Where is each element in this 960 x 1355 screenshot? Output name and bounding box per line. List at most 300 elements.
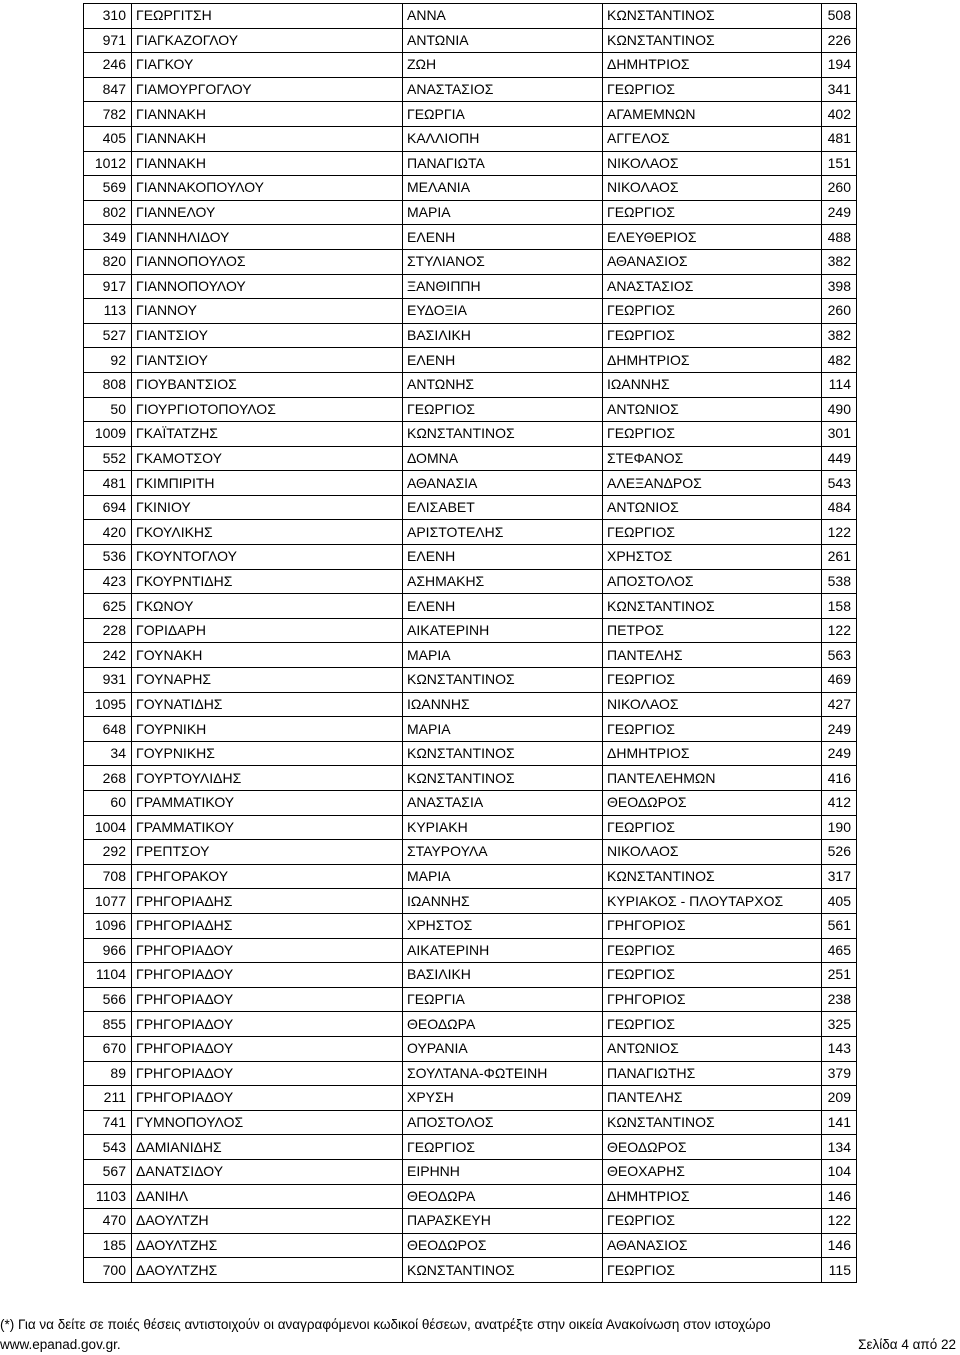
surname-cell: ΓΚΩΝΟΥ: [132, 594, 403, 619]
score-cell: 317: [822, 864, 857, 889]
table-row: [84, 323, 857, 348]
first-name-cell: ΓΕΩΡΓΙΑ: [403, 102, 603, 127]
table-row: [84, 471, 857, 496]
first-name-cell: ΙΩΑΝΝΗΣ: [403, 692, 603, 717]
score-cell: 226: [822, 28, 857, 53]
first-name-cell: ΣΟΥΛΤΑΝΑ-ΦΩΤΕΙΝΗ: [403, 1061, 603, 1086]
father-name-cell: ΑΓΓΕΛΟΣ: [603, 126, 822, 151]
father-name-cell: ΓΕΩΡΓΙΟΣ: [603, 1258, 822, 1283]
table-row: [84, 717, 857, 742]
score-cell: 158: [822, 594, 857, 619]
surname-cell: ΓΙΟΥΡΓΙΟΤΟΠΟΥΛΟΣ: [132, 397, 403, 422]
table-row: [84, 126, 857, 151]
position-code-cell: 1095: [84, 692, 132, 717]
position-code-cell: 527: [84, 323, 132, 348]
table-row: [84, 200, 857, 225]
father-name-cell: ΑΝΑΣΤΑΣΙΟΣ: [603, 274, 822, 299]
score-cell: 563: [822, 643, 857, 668]
score-cell: 416: [822, 766, 857, 791]
table-row: [84, 1258, 857, 1283]
surname-cell: ΓΚΙΜΠΙΡΙΤΗ: [132, 471, 403, 496]
first-name-cell: ΑΡΙΣΤΟΤΕΛΗΣ: [403, 520, 603, 545]
table-row: [84, 864, 857, 889]
surname-cell: ΓΡΗΓΟΡΙΑΔΟΥ: [132, 1086, 403, 1111]
score-cell: 526: [822, 840, 857, 865]
surname-cell: ΓΙΑΝΝΗΛΙΔΟΥ: [132, 225, 403, 250]
table-row: [84, 594, 857, 619]
father-name-cell: ΑΘΑΝΑΣΙΟΣ: [603, 1233, 822, 1258]
score-cell: 449: [822, 446, 857, 471]
score-cell: 405: [822, 889, 857, 914]
surname-cell: ΓΚΙΝΙΟΥ: [132, 495, 403, 520]
position-code-cell: 741: [84, 1110, 132, 1135]
first-name-cell: ΚΩΝΣΤΑΝΤΙΝΟΣ: [403, 1258, 603, 1283]
position-code-cell: 211: [84, 1086, 132, 1111]
surname-cell: ΓΚΟΥΡΝΤΙΔΗΣ: [132, 569, 403, 594]
surname-cell: ΓΡΗΓΟΡΙΑΔΟΥ: [132, 1012, 403, 1037]
father-name-cell: ΔΗΜΗΤΡΙΟΣ: [603, 1184, 822, 1209]
father-name-cell: ΚΩΝΣΤΑΝΤΙΝΟΣ: [603, 4, 822, 29]
score-cell: 146: [822, 1233, 857, 1258]
table-row: [84, 176, 857, 201]
table-row: [84, 1086, 857, 1111]
surname-cell: ΔΑΝΑΤΣΙΔΟΥ: [132, 1159, 403, 1184]
first-name-cell: ΣΤΥΛΙΑΝΟΣ: [403, 249, 603, 274]
father-name-cell: ΑΠΟΣΤΟΛΟΣ: [603, 569, 822, 594]
first-name-cell: ΚΩΝΣΤΑΝΤΙΝΟΣ: [403, 766, 603, 791]
surname-cell: ΓΡΗΓΟΡΙΑΔΟΥ: [132, 938, 403, 963]
first-name-cell: ΒΑΣΙΛΙΚΗ: [403, 963, 603, 988]
position-code-cell: 566: [84, 987, 132, 1012]
father-name-cell: ΙΩΑΝΝΗΣ: [603, 372, 822, 397]
first-name-cell: ΠΑΡΑΣΚΕΥΗ: [403, 1209, 603, 1234]
footer-note: (*) Για να δείτε σε ποιές θέσεις αντιστοιχούν οι αναγραφόμενοι κωδικοί θέσεων, ανατρέξτε στην οικεία Ανακοίνωση στον ιστοχώρο: [0, 1317, 771, 1332]
position-code-cell: 228: [84, 618, 132, 643]
father-name-cell: ΑΛΕΞΑΝΔΡΟΣ: [603, 471, 822, 496]
position-code-cell: 1096: [84, 913, 132, 938]
father-name-cell: ΔΗΜΗΤΡΙΟΣ: [603, 348, 822, 373]
father-name-cell: ΓΕΩΡΓΙΟΣ: [603, 1012, 822, 1037]
table-row: [84, 372, 857, 397]
score-cell: 190: [822, 815, 857, 840]
position-code-cell: 543: [84, 1135, 132, 1160]
surname-cell: ΓΙΟΥΒΑΝΤΣΙΟΣ: [132, 372, 403, 397]
position-code-cell: 481: [84, 471, 132, 496]
father-name-cell: ΠΑΝΤΕΛΗΣ: [603, 643, 822, 668]
father-name-cell: ΔΗΜΗΤΡΙΟΣ: [603, 53, 822, 78]
score-cell: 260: [822, 176, 857, 201]
surname-cell: ΓΙΑΝΝΑΚΗ: [132, 151, 403, 176]
table-row: [84, 668, 857, 693]
position-code-cell: 567: [84, 1159, 132, 1184]
father-name-cell: ΚΩΝΣΤΑΝΤΙΝΟΣ: [603, 1110, 822, 1135]
table-row: [84, 1209, 857, 1234]
father-name-cell: ΧΡΗΣΤΟΣ: [603, 545, 822, 570]
first-name-cell: ΕΛΕΝΗ: [403, 545, 603, 570]
position-code-cell: 405: [84, 126, 132, 151]
position-code-cell: 1104: [84, 963, 132, 988]
table-row: [84, 249, 857, 274]
surname-cell: ΓΡΗΓΟΡΙΑΔΗΣ: [132, 913, 403, 938]
first-name-cell: ΕΛΕΝΗ: [403, 348, 603, 373]
table-body: [84, 4, 857, 1283]
father-name-cell: ΚΥΡΙΑΚΟΣ - ΠΛΟΥΤΑΡΧΟΣ: [603, 889, 822, 914]
score-cell: 260: [822, 299, 857, 324]
position-code-cell: 1103: [84, 1184, 132, 1209]
first-name-cell: ΜΑΡΙΑ: [403, 717, 603, 742]
score-cell: 261: [822, 545, 857, 570]
table-row: [84, 963, 857, 988]
score-cell: 325: [822, 1012, 857, 1037]
position-code-cell: 423: [84, 569, 132, 594]
surname-cell: ΔΑΜΙΑΝΙΔΗΣ: [132, 1135, 403, 1160]
position-code-cell: 292: [84, 840, 132, 865]
father-name-cell: ΔΗΜΗΤΡΙΟΣ: [603, 741, 822, 766]
first-name-cell: ΓΕΩΡΓΙΟΣ: [403, 397, 603, 422]
position-code-cell: 808: [84, 372, 132, 397]
father-name-cell: ΠΑΝΤΕΛΗΣ: [603, 1086, 822, 1111]
score-cell: 382: [822, 323, 857, 348]
table-row: [84, 151, 857, 176]
first-name-cell: ΕΥΔΟΞΙΑ: [403, 299, 603, 324]
table-row: [84, 225, 857, 250]
score-cell: 249: [822, 200, 857, 225]
score-cell: 249: [822, 741, 857, 766]
surname-cell: ΓΡΗΓΟΡΑΚΟΥ: [132, 864, 403, 889]
first-name-cell: ΑΘΑΝΑΣΙΑ: [403, 471, 603, 496]
surname-cell: ΓΡΗΓΟΡΙΑΔΟΥ: [132, 963, 403, 988]
position-code-cell: 536: [84, 545, 132, 570]
position-code-cell: 648: [84, 717, 132, 742]
score-cell: 341: [822, 77, 857, 102]
surname-cell: ΓΥΜΝΟΠΟΥΛΟΣ: [132, 1110, 403, 1135]
father-name-cell: ΓΕΩΡΓΙΟΣ: [603, 323, 822, 348]
score-cell: 469: [822, 668, 857, 693]
position-code-cell: 670: [84, 1036, 132, 1061]
first-name-cell: ΑΝΑΣΤΑΣΙΑ: [403, 791, 603, 816]
position-code-cell: 569: [84, 176, 132, 201]
surname-cell: ΓΙΑΝΝΟΠΟΥΛΟΣ: [132, 249, 403, 274]
father-name-cell: ΚΩΝΣΤΑΝΤΙΝΟΣ: [603, 28, 822, 53]
position-code-cell: 966: [84, 938, 132, 963]
first-name-cell: ΑΠΟΣΤΟΛΟΣ: [403, 1110, 603, 1135]
position-code-cell: 971: [84, 28, 132, 53]
father-name-cell: ΓΕΩΡΓΙΟΣ: [603, 77, 822, 102]
surname-cell: ΓΙΑΝΤΣΙΟΥ: [132, 348, 403, 373]
surname-cell: ΓΙΑΝΝΑΚΗ: [132, 126, 403, 151]
table-row: [84, 569, 857, 594]
table-row: [84, 1061, 857, 1086]
surname-cell: ΓΡΑΜΜΑΤΙΚΟΥ: [132, 791, 403, 816]
score-cell: 141: [822, 1110, 857, 1135]
surname-cell: ΓΙΑΓΚΟΥ: [132, 53, 403, 78]
father-name-cell: ΓΕΩΡΓΙΟΣ: [603, 299, 822, 324]
score-cell: 427: [822, 692, 857, 717]
table-row: [84, 791, 857, 816]
first-name-cell: ΧΡΥΣΗ: [403, 1086, 603, 1111]
surname-cell: ΓΙΑΝΤΣΙΟΥ: [132, 323, 403, 348]
first-name-cell: ΑΙΚΑΤΕΡΙΝΗ: [403, 618, 603, 643]
score-cell: 194: [822, 53, 857, 78]
position-code-cell: 552: [84, 446, 132, 471]
position-code-cell: 246: [84, 53, 132, 78]
surname-cell: ΓΙΑΝΝΟΥ: [132, 299, 403, 324]
score-cell: 115: [822, 1258, 857, 1283]
first-name-cell: ΚΩΝΣΤΑΝΤΙΝΟΣ: [403, 668, 603, 693]
father-name-cell: ΑΘΑΝΑΣΙΟΣ: [603, 249, 822, 274]
surname-cell: ΓΡΕΠΤΣΟΥ: [132, 840, 403, 865]
table-row: [84, 77, 857, 102]
table-row: [84, 4, 857, 29]
table-row: [84, 840, 857, 865]
father-name-cell: ΓΕΩΡΓΙΟΣ: [603, 717, 822, 742]
father-name-cell: ΓΕΩΡΓΙΟΣ: [603, 200, 822, 225]
surname-cell: ΓΡΑΜΜΑΤΙΚΟΥ: [132, 815, 403, 840]
score-cell: 382: [822, 249, 857, 274]
page-number: Σελίδα 4 από 22: [858, 1337, 956, 1352]
table-row: [84, 348, 857, 373]
first-name-cell: ΜΕΛΑΝΙΑ: [403, 176, 603, 201]
table-row: [84, 299, 857, 324]
first-name-cell: ΑΝΤΩΝΙΑ: [403, 28, 603, 53]
father-name-cell: ΝΙΚΟΛΑΟΣ: [603, 692, 822, 717]
table-row: [84, 1233, 857, 1258]
father-name-cell: ΚΩΝΣΤΑΝΤΙΝΟΣ: [603, 864, 822, 889]
surname-cell: ΔΑΟΥΛΤΖΗ: [132, 1209, 403, 1234]
score-cell: 301: [822, 422, 857, 447]
score-cell: 134: [822, 1135, 857, 1160]
father-name-cell: ΘΕΟΧΑΡΗΣ: [603, 1159, 822, 1184]
score-cell: 122: [822, 618, 857, 643]
score-cell: 508: [822, 4, 857, 29]
position-code-cell: 694: [84, 495, 132, 520]
score-cell: 114: [822, 372, 857, 397]
father-name-cell: ΓΕΩΡΓΙΟΣ: [603, 668, 822, 693]
surname-cell: ΓΙΑΜΟΥΡΓΟΓΛΟΥ: [132, 77, 403, 102]
table-row: [84, 618, 857, 643]
first-name-cell: ΓΕΩΡΓΙΑ: [403, 987, 603, 1012]
father-name-cell: ΓΡΗΓΟΡΙΟΣ: [603, 913, 822, 938]
score-cell: 146: [822, 1184, 857, 1209]
father-name-cell: ΓΕΩΡΓΙΟΣ: [603, 1209, 822, 1234]
first-name-cell: ΜΑΡΙΑ: [403, 643, 603, 668]
surname-cell: ΓΟΥΡΝΙΚΗ: [132, 717, 403, 742]
score-cell: 398: [822, 274, 857, 299]
father-name-cell: ΓΕΩΡΓΙΟΣ: [603, 422, 822, 447]
first-name-cell: ΣΤΑΥΡΟΥΛΑ: [403, 840, 603, 865]
first-name-cell: ΑΝΑΣΤΑΣΙΟΣ: [403, 77, 603, 102]
table-row: [84, 1135, 857, 1160]
first-name-cell: ΘΕΟΔΩΡΑ: [403, 1012, 603, 1037]
father-name-cell: ΚΩΝΣΤΑΝΤΙΝΟΣ: [603, 594, 822, 619]
candidates-table: [83, 3, 857, 1283]
father-name-cell: ΠΑΝΑΓΙΩΤΗΣ: [603, 1061, 822, 1086]
table-row: [84, 889, 857, 914]
surname-cell: ΓΟΥΝΑΚΗ: [132, 643, 403, 668]
position-code-cell: 1077: [84, 889, 132, 914]
table-row: [84, 1012, 857, 1037]
surname-cell: ΓΟΥΡΤΟΥΛΙΔΗΣ: [132, 766, 403, 791]
father-name-cell: ΝΙΚΟΛΑΟΣ: [603, 151, 822, 176]
score-cell: 402: [822, 102, 857, 127]
score-cell: 238: [822, 987, 857, 1012]
surname-cell: ΓΚΑΜΟΤΣΟΥ: [132, 446, 403, 471]
score-cell: 249: [822, 717, 857, 742]
score-cell: 412: [822, 791, 857, 816]
position-code-cell: 847: [84, 77, 132, 102]
father-name-cell: ΘΕΟΔΩΡΟΣ: [603, 791, 822, 816]
first-name-cell: ΕΛΕΝΗ: [403, 594, 603, 619]
table-row: [84, 422, 857, 447]
first-name-cell: ΧΡΗΣΤΟΣ: [403, 913, 603, 938]
position-code-cell: 855: [84, 1012, 132, 1037]
father-name-cell: ΓΕΩΡΓΙΟΣ: [603, 938, 822, 963]
father-name-cell: ΕΛΕΥΘΕΡΙΟΣ: [603, 225, 822, 250]
father-name-cell: ΑΝΤΩΝΙΟΣ: [603, 1036, 822, 1061]
score-cell: 379: [822, 1061, 857, 1086]
table-row: [84, 520, 857, 545]
surname-cell: ΔΑΟΥΛΤΖΗΣ: [132, 1233, 403, 1258]
score-cell: 465: [822, 938, 857, 963]
father-name-cell: ΓΕΩΡΓΙΟΣ: [603, 963, 822, 988]
first-name-cell: ΓΕΩΡΓΙΟΣ: [403, 1135, 603, 1160]
table-row: [84, 53, 857, 78]
position-code-cell: 420: [84, 520, 132, 545]
surname-cell: ΓΙΑΝΝΑΚΗ: [132, 102, 403, 127]
score-cell: 481: [822, 126, 857, 151]
position-code-cell: 89: [84, 1061, 132, 1086]
father-name-cell: ΓΕΩΡΓΙΟΣ: [603, 520, 822, 545]
table-row: [84, 938, 857, 963]
position-code-cell: 708: [84, 864, 132, 889]
first-name-cell: ΠΑΝΑΓΙΩΤΑ: [403, 151, 603, 176]
score-cell: 538: [822, 569, 857, 594]
table-row: [84, 643, 857, 668]
footer-website: www.epanad.gov.gr.: [0, 1337, 121, 1352]
table-row: [84, 913, 857, 938]
first-name-cell: ΑΣΗΜΑΚΗΣ: [403, 569, 603, 594]
position-code-cell: 268: [84, 766, 132, 791]
father-name-cell: ΓΕΩΡΓΙΟΣ: [603, 815, 822, 840]
table-row: [84, 815, 857, 840]
table-row: [84, 397, 857, 422]
position-code-cell: 310: [84, 4, 132, 29]
father-name-cell: ΣΤΕΦΑΝΟΣ: [603, 446, 822, 471]
surname-cell: ΓΡΗΓΟΡΙΑΔΟΥ: [132, 1036, 403, 1061]
first-name-cell: ΚΩΝΣΤΑΝΤΙΝΟΣ: [403, 422, 603, 447]
score-cell: 122: [822, 1209, 857, 1234]
position-code-cell: 782: [84, 102, 132, 127]
surname-cell: ΓΡΗΓΟΡΙΑΔΟΥ: [132, 987, 403, 1012]
surname-cell: ΓΙΑΝΝΕΛΟΥ: [132, 200, 403, 225]
surname-cell: ΓΟΥΡΝΙΚΗΣ: [132, 741, 403, 766]
score-cell: 543: [822, 471, 857, 496]
first-name-cell: ΚΑΛΛΙΟΠΗ: [403, 126, 603, 151]
score-cell: 143: [822, 1036, 857, 1061]
position-code-cell: 1004: [84, 815, 132, 840]
first-name-cell: ΙΩΑΝΝΗΣ: [403, 889, 603, 914]
table-row: [84, 692, 857, 717]
first-name-cell: ΑΝΝΑ: [403, 4, 603, 29]
table-row: [84, 1159, 857, 1184]
position-code-cell: 50: [84, 397, 132, 422]
father-name-cell: ΓΡΗΓΟΡΙΟΣ: [603, 987, 822, 1012]
score-cell: 484: [822, 495, 857, 520]
position-code-cell: 1009: [84, 422, 132, 447]
table-row: [84, 766, 857, 791]
first-name-cell: ΕΙΡΗΝΗ: [403, 1159, 603, 1184]
score-cell: 209: [822, 1086, 857, 1111]
position-code-cell: 60: [84, 791, 132, 816]
results-sheet: [83, 3, 857, 1283]
table-row: [84, 102, 857, 127]
score-cell: 482: [822, 348, 857, 373]
surname-cell: ΓΡΗΓΟΡΙΑΔΗΣ: [132, 889, 403, 914]
position-code-cell: 349: [84, 225, 132, 250]
surname-cell: ΔΑΟΥΛΤΖΗΣ: [132, 1258, 403, 1283]
surname-cell: ΓΕΩΡΓΙΤΣΗ: [132, 4, 403, 29]
table-row: [84, 274, 857, 299]
position-code-cell: 820: [84, 249, 132, 274]
surname-cell: ΓΚΟΥΛΙΚΗΣ: [132, 520, 403, 545]
position-code-cell: 802: [84, 200, 132, 225]
position-code-cell: 185: [84, 1233, 132, 1258]
father-name-cell: ΝΙΚΟΛΑΟΣ: [603, 840, 822, 865]
score-cell: 561: [822, 913, 857, 938]
first-name-cell: ΔΟΜΝΑ: [403, 446, 603, 471]
table-row: [84, 1110, 857, 1135]
surname-cell: ΓΚΟΥΝΤΟΓΛΟΥ: [132, 545, 403, 570]
first-name-cell: ΜΑΡΙΑ: [403, 200, 603, 225]
first-name-cell: ΑΝΤΩΝΗΣ: [403, 372, 603, 397]
table-row: [84, 495, 857, 520]
table-row: [84, 1036, 857, 1061]
position-code-cell: 242: [84, 643, 132, 668]
first-name-cell: ΖΩΗ: [403, 53, 603, 78]
position-code-cell: 625: [84, 594, 132, 619]
position-code-cell: 917: [84, 274, 132, 299]
father-name-cell: ΠΑΝΤΕΛΕΗΜΩΝ: [603, 766, 822, 791]
surname-cell: ΓΚΑΪΤΑΤΖΗΣ: [132, 422, 403, 447]
first-name-cell: ΚΥΡΙΑΚΗ: [403, 815, 603, 840]
surname-cell: ΔΑΝΙΗΛ: [132, 1184, 403, 1209]
table-row: [84, 28, 857, 53]
father-name-cell: ΝΙΚΟΛΑΟΣ: [603, 176, 822, 201]
table-row: [84, 987, 857, 1012]
surname-cell: ΓΙΑΝΝΟΠΟΥΛΟΥ: [132, 274, 403, 299]
first-name-cell: ΜΑΡΙΑ: [403, 864, 603, 889]
surname-cell: ΓΟΥΝΑΡΗΣ: [132, 668, 403, 693]
father-name-cell: ΑΝΤΩΝΙΟΣ: [603, 495, 822, 520]
first-name-cell: ΑΙΚΑΤΕΡΙΝΗ: [403, 938, 603, 963]
score-cell: 488: [822, 225, 857, 250]
position-code-cell: 113: [84, 299, 132, 324]
father-name-cell: ΑΓΑΜΕΜΝΩΝ: [603, 102, 822, 127]
score-cell: 104: [822, 1159, 857, 1184]
father-name-cell: ΑΝΤΩΝΙΟΣ: [603, 397, 822, 422]
position-code-cell: 1012: [84, 151, 132, 176]
father-name-cell: ΠΕΤΡΟΣ: [603, 618, 822, 643]
score-cell: 151: [822, 151, 857, 176]
first-name-cell: ΘΕΟΔΩΡΑ: [403, 1184, 603, 1209]
table-row: [84, 1184, 857, 1209]
position-code-cell: 34: [84, 741, 132, 766]
score-cell: 122: [822, 520, 857, 545]
first-name-cell: ΞΑΝΘΙΠΠΗ: [403, 274, 603, 299]
surname-cell: ΓΡΗΓΟΡΙΑΔΟΥ: [132, 1061, 403, 1086]
surname-cell: ΓΙΑΓΚΑΖΟΓΛΟΥ: [132, 28, 403, 53]
table-row: [84, 545, 857, 570]
